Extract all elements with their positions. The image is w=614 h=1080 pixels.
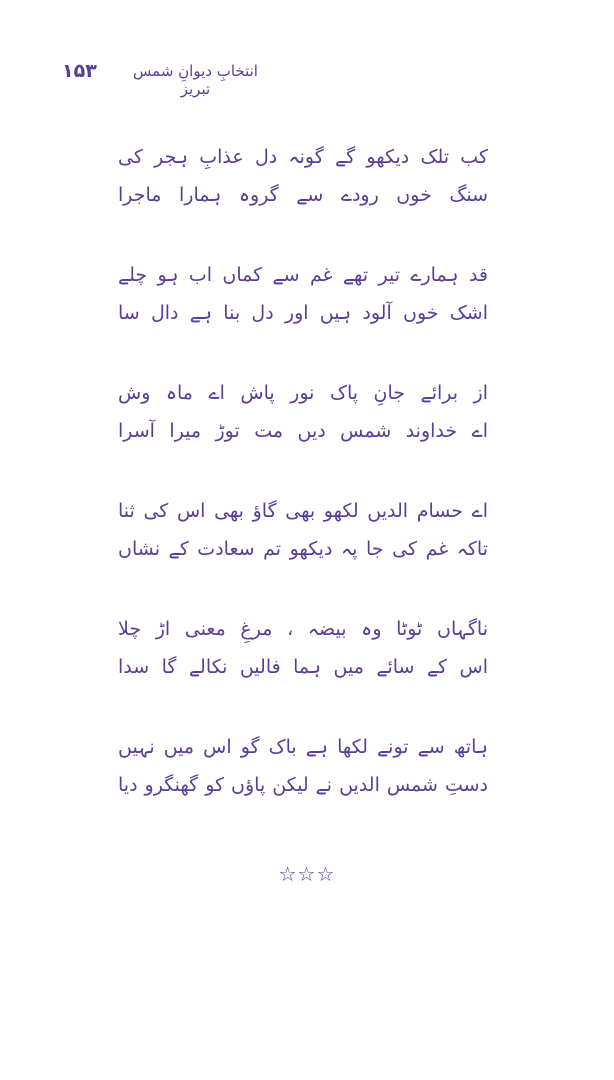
running-header-title: انتخابِ دیوانِ شمس تبریز: [133, 62, 258, 98]
couplet-3: [118, 374, 488, 492]
couplet-6: [118, 728, 488, 846]
couplet-5: [118, 610, 488, 728]
verse-line: قد ہمارے تیر تھے غم سے کماں اب ہو چلے: [118, 264, 488, 286]
verse-line: اے حسام الدیں لکھو بھی گاؤ بھی اس کی ثنا: [118, 500, 488, 522]
verse-line: تاکہ غم کی جا پہ دیکھو تم سعادت کے نشاں: [118, 538, 488, 560]
verse-line: اس کے سائے میں ہما فالیں نکالے گا سدا: [118, 656, 488, 678]
couplet-2: [118, 256, 488, 374]
couplet-4: [118, 492, 488, 610]
verse-line: ناگہاں ٹوٹا وہ بیضہ ، مرغِ معنی اڑ چلا: [118, 618, 488, 640]
poem-body: [118, 138, 488, 846]
verse-line: دستِ شمس الدیں نے لیکن پاؤں کو گھنگرو دیا: [118, 774, 488, 796]
verse-line: اشک خوں آلود ہیں اور دل بنا ہے دال سا: [118, 302, 488, 324]
verse-line: کب تلک دیکھو گے گونہ دل عذابِ ہجر کی: [118, 146, 488, 168]
verse-line: سنگ خوں رودے سے گروہ ہمارا ماجرا: [118, 184, 488, 206]
verse-line: اے خداوند شمس دیں مت توڑ میرا آسرا: [118, 420, 488, 442]
page-number: ۱۵۳: [62, 60, 97, 82]
verse-line: از برائے جانِ پاک نور پاش اے ماہ وش: [118, 382, 488, 404]
verse-line: ہاتھ سے تونے لکھا ہے باک گو اس میں نہیں: [118, 736, 488, 758]
star-ornament: ☆☆☆: [278, 862, 336, 886]
couplet-1: [118, 138, 488, 256]
